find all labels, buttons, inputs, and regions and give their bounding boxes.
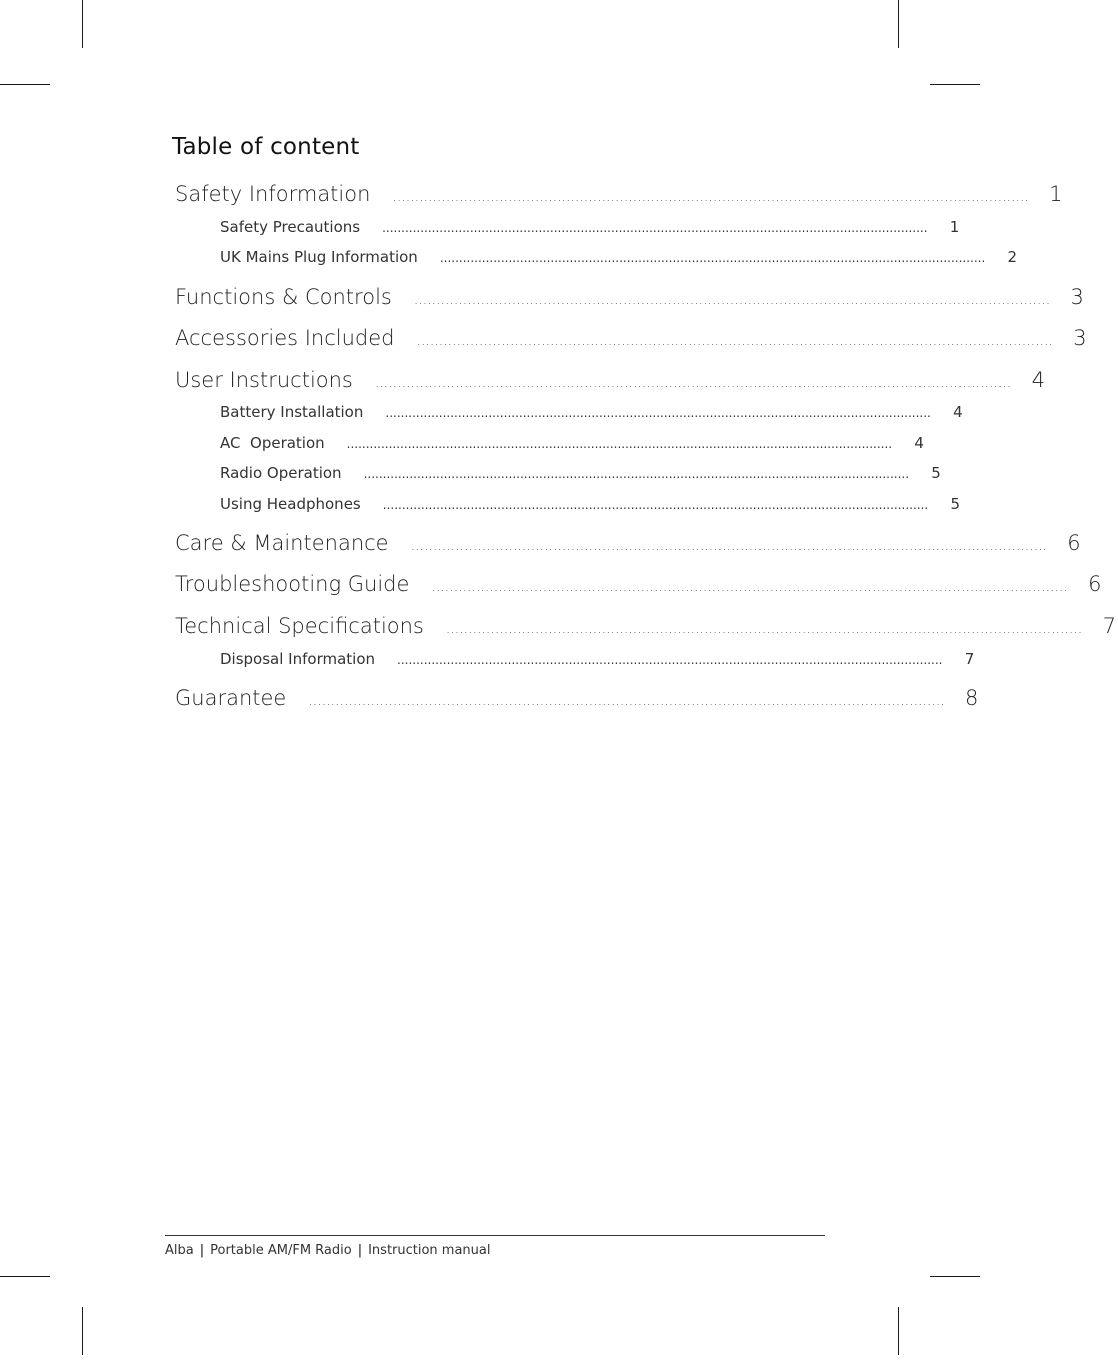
toc-dot-leader: ............................................................................................................................................... [382,498,929,512]
toc-entry[interactable] [220,434,924,452]
toc-entry[interactable] [175,182,1063,206]
toc-entry[interactable] [175,572,1102,596]
toc-entry-label: Functions & Controls [175,285,392,309]
crop-mark-bottom-left-vertical [82,1307,83,1355]
toc-entry[interactable] [175,326,1087,350]
toc-dot-leader: ............................................................................................................................................... [308,693,945,709]
toc-dot-leader: ............................................................................................................................................... [445,621,1083,637]
footer-separator: | [199,1243,205,1258]
toc-page-number: 6 [1067,531,1081,555]
footer-separator: | [357,1243,363,1258]
toc-dot-leader: ............................................................................................................................................... [397,653,943,667]
toc-dot-leader: ............................................................................................................................................... [431,579,1068,595]
toc-entry[interactable] [220,495,960,513]
toc-dot-leader: ............................................................................................................................................... [410,538,1047,554]
footer-product: Portable AM/FM Radio [210,1243,352,1258]
toc-page-number: 4 [1031,368,1045,392]
toc-entry-label: Battery Installation [220,403,364,421]
toc-page-number: 1 [1049,182,1063,206]
toc-entry-label: Troubleshooting Guide [175,572,410,596]
crop-mark-top-right-horizontal [930,84,980,85]
toc-entry[interactable] [175,531,1081,555]
toc-dot-leader: ............................................................................................................................................... [416,333,1053,349]
toc-page-number: 3 [1070,285,1084,309]
toc-entry-label: Safety Precautions [220,218,361,236]
toc-entry[interactable] [175,686,979,710]
toc-entry-label: Accessories Included [175,326,395,350]
toc-entry[interactable] [175,285,1084,309]
toc-page-number: 3 [1073,326,1087,350]
toc-dot-leader: ............................................................................................................................................... [392,189,1029,205]
toc-entry[interactable] [220,403,963,421]
crop-mark-bottom-right-horizontal [930,1276,980,1277]
page-footer [165,1243,491,1258]
toc-dot-leader: ............................................................................................................................................... [382,221,928,235]
crop-mark-bottom-left-horizontal [0,1276,50,1277]
footer-brand: Alba [165,1243,194,1258]
toc-entry-label: Technical Specifications [175,614,424,638]
toc-dot-leader: ............................................................................................................................................... [374,375,1012,391]
toc-page-number: 7 [1102,614,1116,638]
toc-page-number: 2 [1007,248,1018,266]
toc-entry[interactable] [220,464,941,482]
page-title: Table of content [172,134,360,160]
footer-doc-title: Instruction manual [368,1243,491,1258]
toc-entry[interactable] [220,218,960,236]
toc-page-number: 1 [949,218,960,236]
toc-entry-label: Using Headphones [220,495,361,513]
crop-mark-top-right-vertical [898,0,899,48]
toc-dot-leader: ............................................................................................................................................... [363,467,910,481]
toc-entry[interactable] [175,614,1116,638]
footer-divider [165,1235,825,1236]
toc-entry-label: Guarantee [175,686,287,710]
toc-entry-label: AC Operation [220,434,325,452]
toc-page-number: 5 [950,495,960,513]
toc-page-number: 8 [965,686,979,710]
toc-entry-label: Disposal Information [220,650,376,668]
toc-entry-label: User Instructions [175,368,353,392]
toc-page-number: 7 [964,650,975,668]
toc-entry-label: Radio Operation [220,464,342,482]
toc-entry-label: Care & Maintenance [175,531,389,555]
toc-page-number: 5 [931,464,941,482]
toc-page-number: 4 [914,434,924,452]
toc-dot-leader: ............................................................................................................................................... [346,437,893,451]
toc-entry[interactable] [175,368,1045,392]
toc-dot-leader: ............................................................................................................................................... [413,292,1051,308]
crop-mark-top-left-vertical [82,0,83,48]
crop-mark-bottom-right-vertical [898,1307,899,1355]
toc-page-number: 6 [1088,572,1102,596]
crop-mark-top-left-horizontal [0,84,50,85]
toc-page-number: 4 [953,403,963,421]
toc-entry-label: Safety Information [175,182,371,206]
toc-entry-label: UK Mains Plug Information [220,248,418,266]
toc-dot-leader: ............................................................................................................................................... [439,251,986,265]
toc-dot-leader: ............................................................................................................................................... [385,406,931,420]
toc-entry[interactable] [220,650,975,668]
toc-entry[interactable] [220,248,1018,266]
